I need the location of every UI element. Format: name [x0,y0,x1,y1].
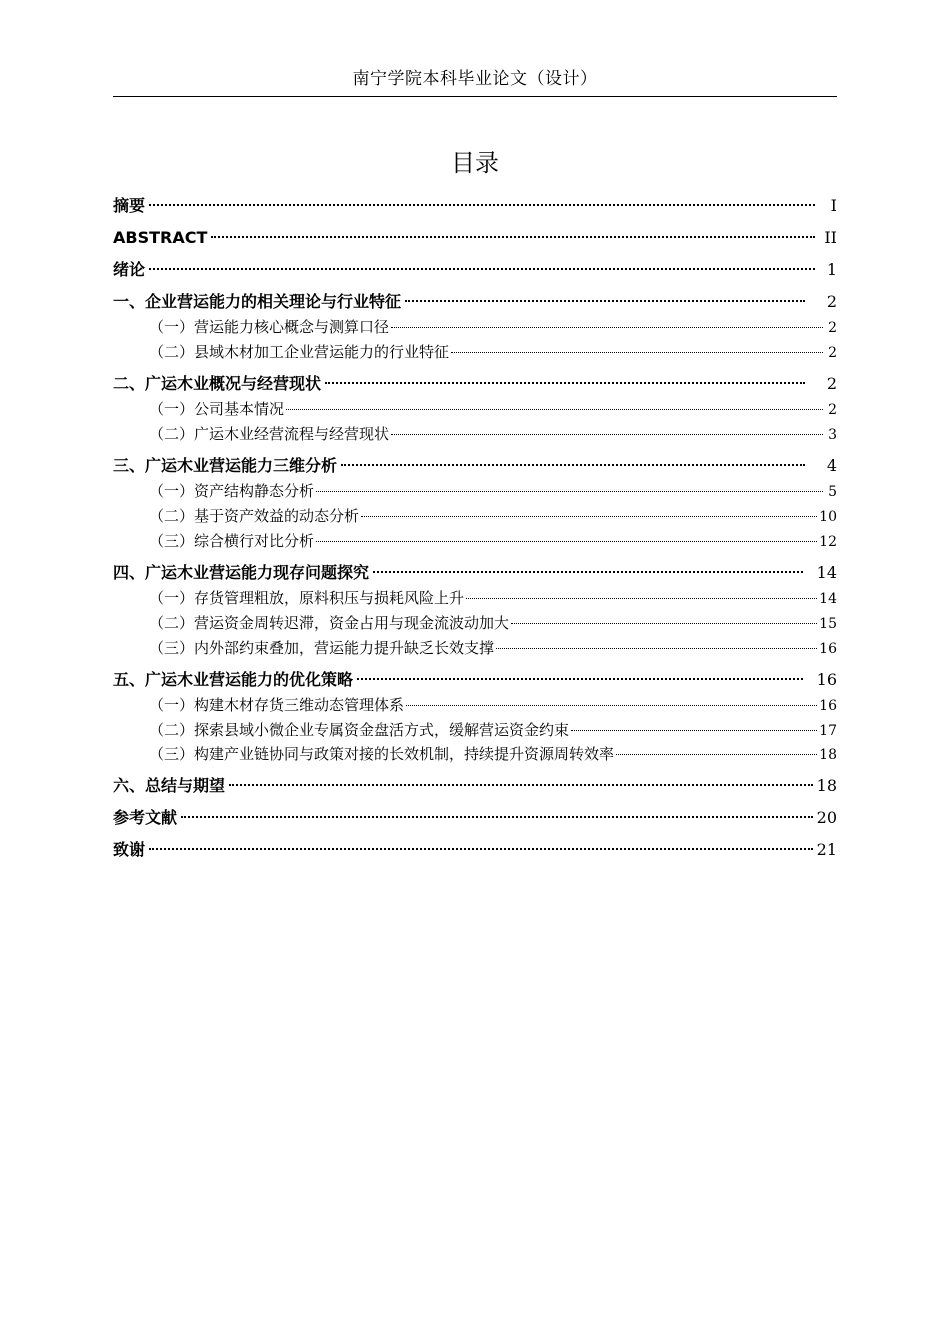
toc-entry-page-number: II [824,228,837,247]
dot-leader [316,490,823,492]
toc-entry-label: 二、广运木业概况与经营现状 [113,374,322,393]
toc-entry[interactable] [113,289,837,315]
toc-entry[interactable] [113,837,837,863]
toc-entry-label: （一）构建木材存货三维动态管理体系 [149,696,405,714]
toc-entry[interactable] [113,479,837,503]
dot-leader [361,515,817,517]
toc-entry-page-number: 1 [826,260,837,279]
toc-entry[interactable] [113,636,837,660]
toc-entry-page-number: 15 [819,616,837,632]
toc-entry[interactable] [113,611,837,635]
running-header-title: 南宁学院本科毕业论文（设计） [352,69,598,89]
toc-entry[interactable] [113,805,837,831]
toc-entry-page-number: 16 [816,670,837,689]
toc-title: 目录 [451,149,499,177]
toc-entry-label: 四、广运木业营运能力现存问题探究 [113,563,370,582]
toc-entry-page-number: 18 [816,776,837,795]
toc-entry-label: （一）存货管理粗放，原料积压与损耗风险上升 [149,589,465,607]
toc-entry-label: 三、广运木业营运能力三维分析 [113,456,338,475]
dot-leader [341,463,805,466]
toc-entry-label: （一）公司基本情况 [149,400,285,418]
dot-leader [571,729,817,731]
dot-leader [496,647,817,649]
toc-entry-label: （三）综合横行对比分析 [149,532,315,550]
toc-entry-page-number: 18 [819,747,837,763]
dot-leader [229,783,813,786]
toc-entry-label: 摘要 [113,196,146,215]
toc-entry[interactable] [113,315,837,339]
toc-entry-page-number: 10 [819,509,837,525]
toc-entry[interactable] [113,529,837,553]
toc-entry-page-number: 2 [826,374,837,393]
toc-entry[interactable] [113,718,837,742]
toc-entry-label: （一）营运能力核心概念与测算口径 [149,318,390,336]
toc-entry[interactable] [113,340,837,364]
toc-entry-label: 一、企业营运能力的相关理论与行业特征 [113,292,402,311]
toc-entry-page-number: 14 [816,563,837,582]
toc-entry-page-number: 2 [826,292,837,311]
dot-leader [511,622,817,624]
toc-entry[interactable] [113,586,837,610]
toc-entry-label: （三）构建产业链协同与政策对接的长效机制，持续提升资源周转效率 [149,745,615,763]
toc-entry-label: （二）营运资金周转迟滞，资金占用与现金流波动加大 [149,614,510,632]
dot-leader [391,433,823,435]
toc-entry-page-number: 2 [828,402,837,418]
dot-leader [405,299,805,302]
toc-entry-page-number: 16 [819,641,837,657]
toc-entry[interactable] [113,422,837,446]
toc-entry-label: （三）内外部约束叠加，营运能力提升缺乏长效支撑 [149,639,495,657]
running-header [113,66,837,97]
dot-leader [616,753,817,755]
toc-entry[interactable] [113,667,837,693]
toc-entry[interactable] [113,773,837,799]
toc-entry-label: 参考文献 [113,808,178,827]
toc-entry-label: （一）资产结构静态分析 [149,482,315,500]
toc-entry[interactable] [113,742,837,766]
toc-entry-page-number: 17 [819,723,837,739]
toc-entry-page-number: I [830,196,837,215]
dot-leader [391,326,823,328]
toc-entry-label: ABSTRACT [113,228,208,247]
toc-entry-page-number: 21 [816,840,837,859]
toc-entry[interactable] [113,560,837,586]
toc-entry-label: （二）探索县域小微企业专属资金盘活方式，缓解营运资金约束 [149,721,570,739]
dot-leader [211,235,815,238]
toc-entry[interactable] [113,504,837,528]
toc-entry-label: （二）广运木业经营流程与经营现状 [149,425,390,443]
dot-leader [149,267,815,270]
toc-entry[interactable] [113,371,837,397]
toc-entry-page-number: 2 [828,320,837,336]
toc-entry[interactable] [113,397,837,421]
toc-entry-page-number: 4 [826,456,837,475]
toc-entry[interactable] [113,193,837,219]
toc-entry-label: 六、总结与期望 [113,776,226,795]
dot-leader [286,408,823,410]
dot-leader [149,203,815,206]
toc-entry[interactable] [113,693,837,717]
toc-entry-page-number: 3 [828,427,837,443]
toc-entry-label: （二）县域木材加工企业营运能力的行业特征 [149,343,450,361]
toc-entry[interactable] [113,257,837,283]
toc-entry-page-number: 5 [828,484,837,500]
dot-leader [451,351,823,353]
toc-entry[interactable] [113,225,837,251]
dot-leader [316,540,817,542]
toc-entry-label: 五、广运木业营运能力的优化策略 [113,670,354,689]
toc-entry-page-number: 16 [819,698,837,714]
toc-entry-page-number: 12 [819,534,837,550]
toc-entry-page-number: 14 [819,591,837,607]
dot-leader [373,570,803,573]
dot-leader [406,704,817,706]
toc-entry-label: 绪论 [113,260,146,279]
dot-leader [149,847,813,850]
toc-entry[interactable] [113,453,837,479]
toc-entry-page-number: 20 [816,808,837,827]
toc-entry-label: 致谢 [113,840,146,859]
toc-entry-page-number: 2 [828,345,837,361]
dot-leader [325,381,805,384]
dot-leader [181,815,813,818]
dot-leader [357,677,803,680]
dot-leader [466,597,817,599]
toc-entry-label: （二）基于资产效益的动态分析 [149,507,360,525]
